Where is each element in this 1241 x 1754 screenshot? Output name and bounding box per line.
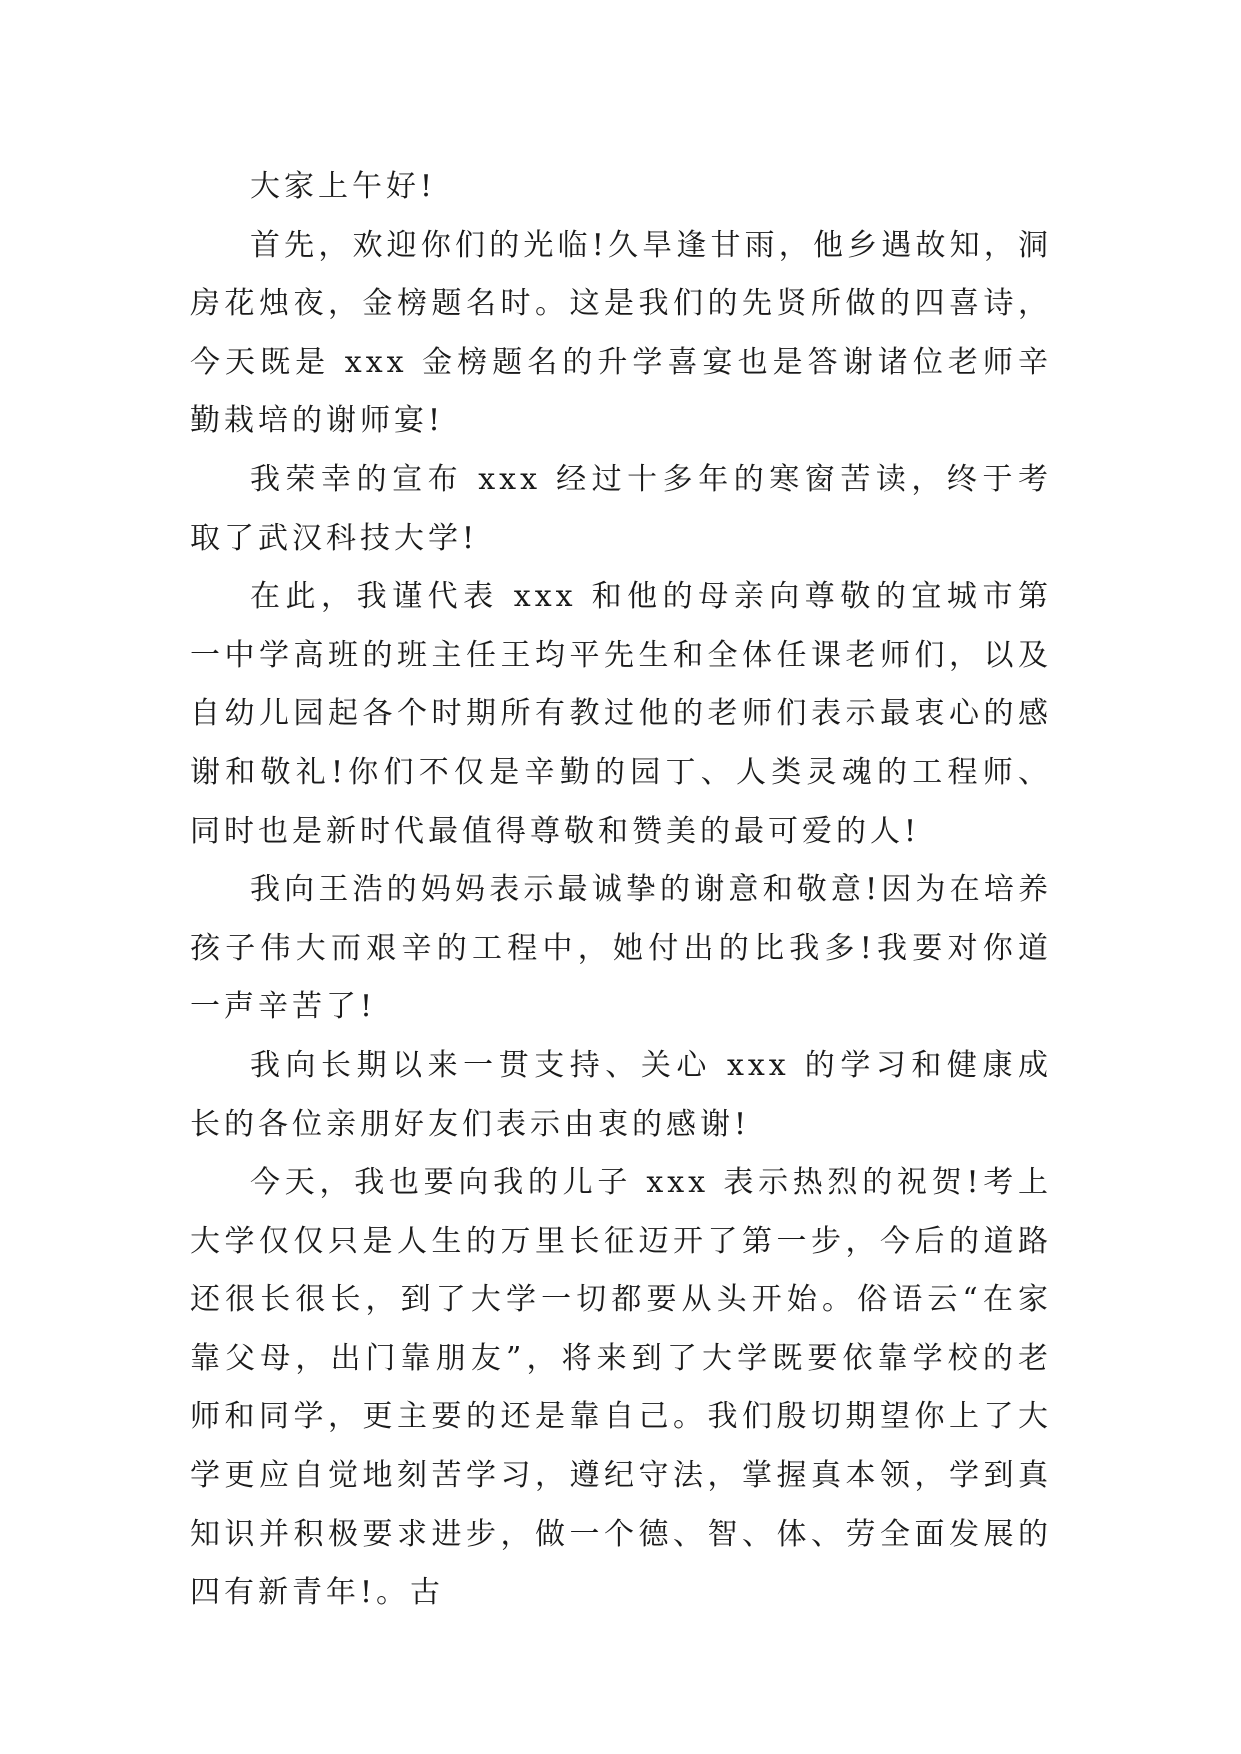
paragraph-greeting: 大家上午好! [250, 169, 437, 204]
paragraph-announcement: 我荣幸的宣布 xxx 经过十多年的寒窗苦读，终于考取了武汉科技大学! [190, 461, 1052, 556]
paragraph-thanks-friends: 我向长期以来一贯支持、关心 xxx 的学习和健康成长的各位亲朋好友们表示由衷的感谢! [190, 1047, 1052, 1142]
paragraph-congratulations-son: 今天，我也要向我的儿子 xxx 表示热烈的祝贺!考上大学仅仅只是人生的万里长征迈开了第一步，今后的道路还很长很长，到了大学一切都要从头开始。俗语云“在家靠父母，出门靠朋友”，将来到了大学既要依靠学校的老师和同学，更主要的还是靠自己。我们殷切期望你上了大学更应自觉地刻苦学习，遵纪守法，掌握真本领，学到真知识并积极要求进步，做一个德、智、体、劳全面发展的四有新青年!。古 [190, 1165, 1052, 1611]
paragraph-thanks-teachers: 在此，我谨代表 xxx 和他的母亲向尊敬的宜城市第一中学高班的班主任王均平先生和全体任课老师们，以及自幼儿园起各个时期所有教过他的老师们表示最衷心的感谢和敬礼!你们不仅是辛勤的园丁、人类灵魂的工程师、同时也是新时代最值得尊敬和赞美的最可爱的人! [190, 579, 1052, 849]
paragraph-welcome: 首先，欢迎你们的光临!久旱逢甘雨，他乡遇故知，洞房花烛夜，金榜题名时。这是我们的先贤所做的四喜诗，今天既是 xxx 金榜题名的升学喜宴也是答谢诸位老师辛勤栽培的谢师宴! [190, 227, 1052, 439]
paragraph-thanks-mother: 我向王浩的妈妈表示最诚挚的谢意和敬意!因为在培养孩子伟大而艰辛的工程中，她付出的比我多!我要对你道一声辛苦了! [190, 872, 1052, 1025]
document-body [190, 158, 1052, 1623]
